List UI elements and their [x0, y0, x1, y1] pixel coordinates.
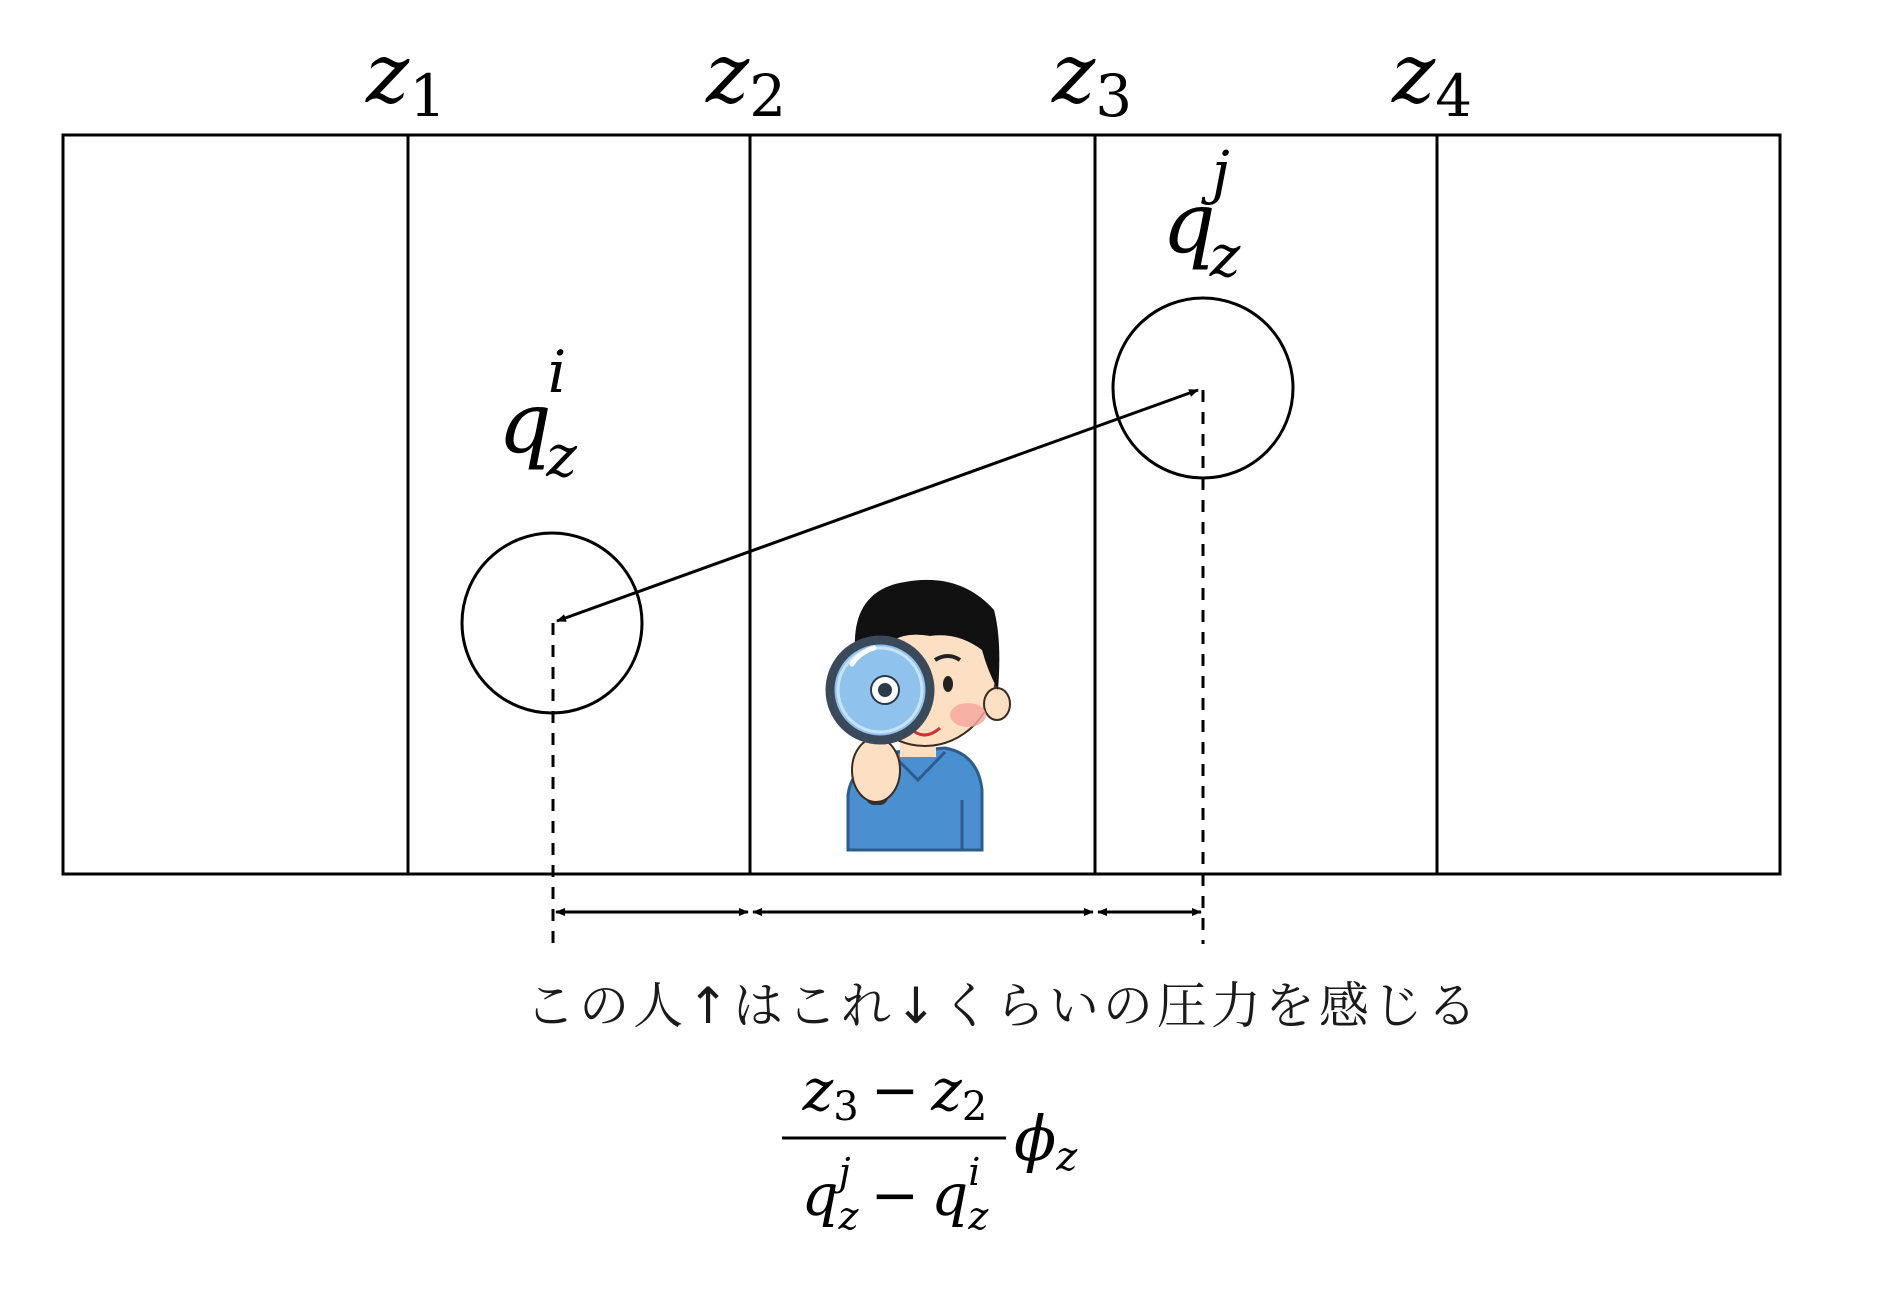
formula-phi-factor: ϕz [1014, 1102, 1078, 1180]
caption-text: この人↑はこれ↓くらいの圧力を感じる [525, 977, 1481, 1035]
interaction-vector-arrow [557, 390, 1198, 621]
particle-j-label: qj z [1162, 138, 1241, 290]
particle-i-label: qi z [498, 338, 577, 490]
boundary-label-z3: z3 [1052, 27, 1133, 130]
boundary-label-z2: z2 [706, 27, 787, 130]
formula-denominator: qj z − qi z [801, 1150, 989, 1238]
observer-with-magnifier-illustration [830, 580, 1010, 850]
formula-numerator: z3 − z2 [802, 1056, 988, 1130]
boundary-label-z1: z1 [366, 27, 447, 130]
pressure-formula [782, 1056, 1078, 1238]
boundary-label-z4: z4 [1392, 27, 1473, 130]
particle-j-circle [1113, 298, 1293, 478]
